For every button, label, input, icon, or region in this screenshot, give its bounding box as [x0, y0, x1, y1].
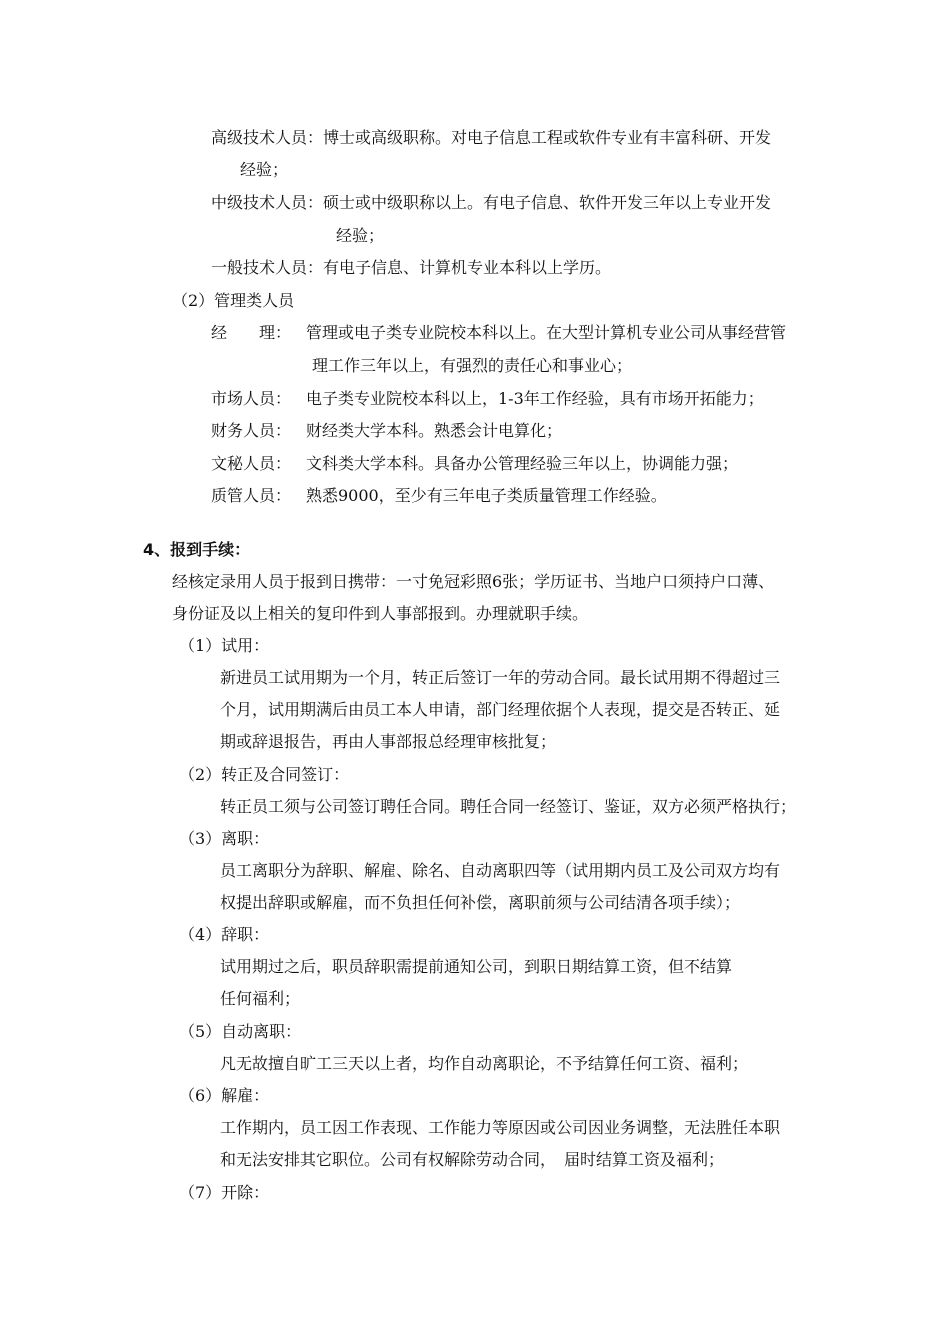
manager-label: 经 理： — [211, 323, 292, 342]
dismissal-title: （6）解雇： — [179, 1086, 270, 1105]
report-intro-line-1: 经核定录用人员于报到日携带：一寸免冠彩照6张；学历证书、当地户口须持户口薄、 — [172, 572, 775, 591]
manager-continuation: 理工作三年以上，有强烈的责任心和事业心； — [312, 356, 633, 375]
auto-leave-line-1: 凡无故擅自旷工三天以上者，均作自动离职论，不予结算任何工资、福利； — [220, 1054, 749, 1073]
resignation-types-line-2: 权提出辞职或解雇，而不负担任何补偿，离职前须与公司结清各项手续）； — [220, 893, 741, 912]
manager-line — [211, 323, 786, 343]
secretary-line — [211, 454, 738, 474]
finance-label: 财务人员： — [211, 421, 292, 440]
auto-leave-title: （5）自动离职： — [179, 1022, 302, 1041]
middle-tech-text: 硕士或中级职称以上。有电子信息、软件开发三年以上专业开发 — [323, 193, 772, 212]
resignation-types-title: （3）离职： — [179, 829, 270, 848]
contract-title: （2）转正及合同签订： — [179, 765, 350, 784]
report-intro-line-2: 身份证及以上相关的复印件到人事部报到。办理就职手续。 — [172, 604, 589, 623]
contract-line-1: 转正员工须与公司签订聘任合同。聘任合同一经签订、鉴证，双方必须严格执行； — [220, 797, 797, 816]
qa-line — [211, 486, 667, 506]
probation-line-2: 个月，试用期满后由员工本人申请，部门经理依据个人表现，提交是否转正、延 — [220, 700, 781, 719]
finance-text: 财经类大学本科。熟悉会计电算化； — [306, 421, 563, 440]
qa-label: 质管人员： — [211, 486, 292, 505]
market-label: 市场人员： — [211, 389, 292, 408]
general-tech-text: 有电子信息、计算机专业本科以上学历。 — [323, 258, 612, 277]
dismissal-line-2: 和无法安排其它职位。公司有权解除劳动合同， 届时结算工资及福利； — [220, 1150, 725, 1169]
middle-tech-line — [211, 193, 771, 213]
market-line — [211, 389, 764, 409]
probation-line-1: 新进员工试用期为一个月，转正后签订一年的劳动合同。最长试用期不得超过三 — [220, 668, 781, 687]
general-tech-label: 一般技术人员： — [211, 258, 324, 277]
finance-line — [211, 421, 562, 441]
senior-tech-text: 博士或高级职称。对电子信息工程或软件专业有丰富科研、开发 — [323, 128, 772, 147]
senior-tech-label: 高级技术人员： — [211, 128, 324, 147]
senior-tech-continuation: 经验； — [240, 160, 289, 179]
middle-tech-label: 中级技术人员： — [211, 193, 324, 212]
qa-text: 熟悉9000，至少有三年电子类质量管理工作经验。 — [306, 486, 667, 505]
report-heading: 4、报到手续： — [143, 540, 251, 559]
expulsion-title: （7）开除： — [179, 1183, 270, 1202]
middle-tech-continuation: 经验； — [336, 226, 385, 245]
resign-title: （4）辞职： — [179, 925, 270, 944]
secretary-text: 文科类大学本科。具备办公管理经验三年以上，协调能力强； — [306, 454, 739, 473]
probation-line-3: 期或辞退报告，再由人事部报总经理审核批复； — [220, 732, 557, 751]
resign-line-2: 任何福利； — [220, 989, 301, 1008]
dismissal-line-1: 工作期内，员工因工作表现、工作能力等原因或公司因业务调整，无法胜任本职 — [220, 1118, 781, 1137]
probation-title: （1）试用： — [179, 636, 270, 655]
market-text: 电子类专业院校本科以上，1-3年工作经验，具有市场开拓能力； — [306, 389, 764, 408]
resign-line-1: 试用期过之后，职员辞职需提前通知公司，到职日期结算工资，但不结算 — [220, 957, 733, 976]
senior-tech-line — [211, 128, 771, 148]
resignation-types-line-1: 员工离职分为辞职、解雇、除名、自动离职四等（试用期内员工及公司双方均有 — [220, 861, 781, 880]
manager-text: 管理或电子类专业院校本科以上。在大型计算机专业公司从事经营管 — [306, 323, 787, 342]
management-heading: （2）管理类人员 — [172, 291, 295, 310]
general-tech-line — [211, 258, 611, 278]
secretary-label: 文秘人员： — [211, 454, 292, 473]
